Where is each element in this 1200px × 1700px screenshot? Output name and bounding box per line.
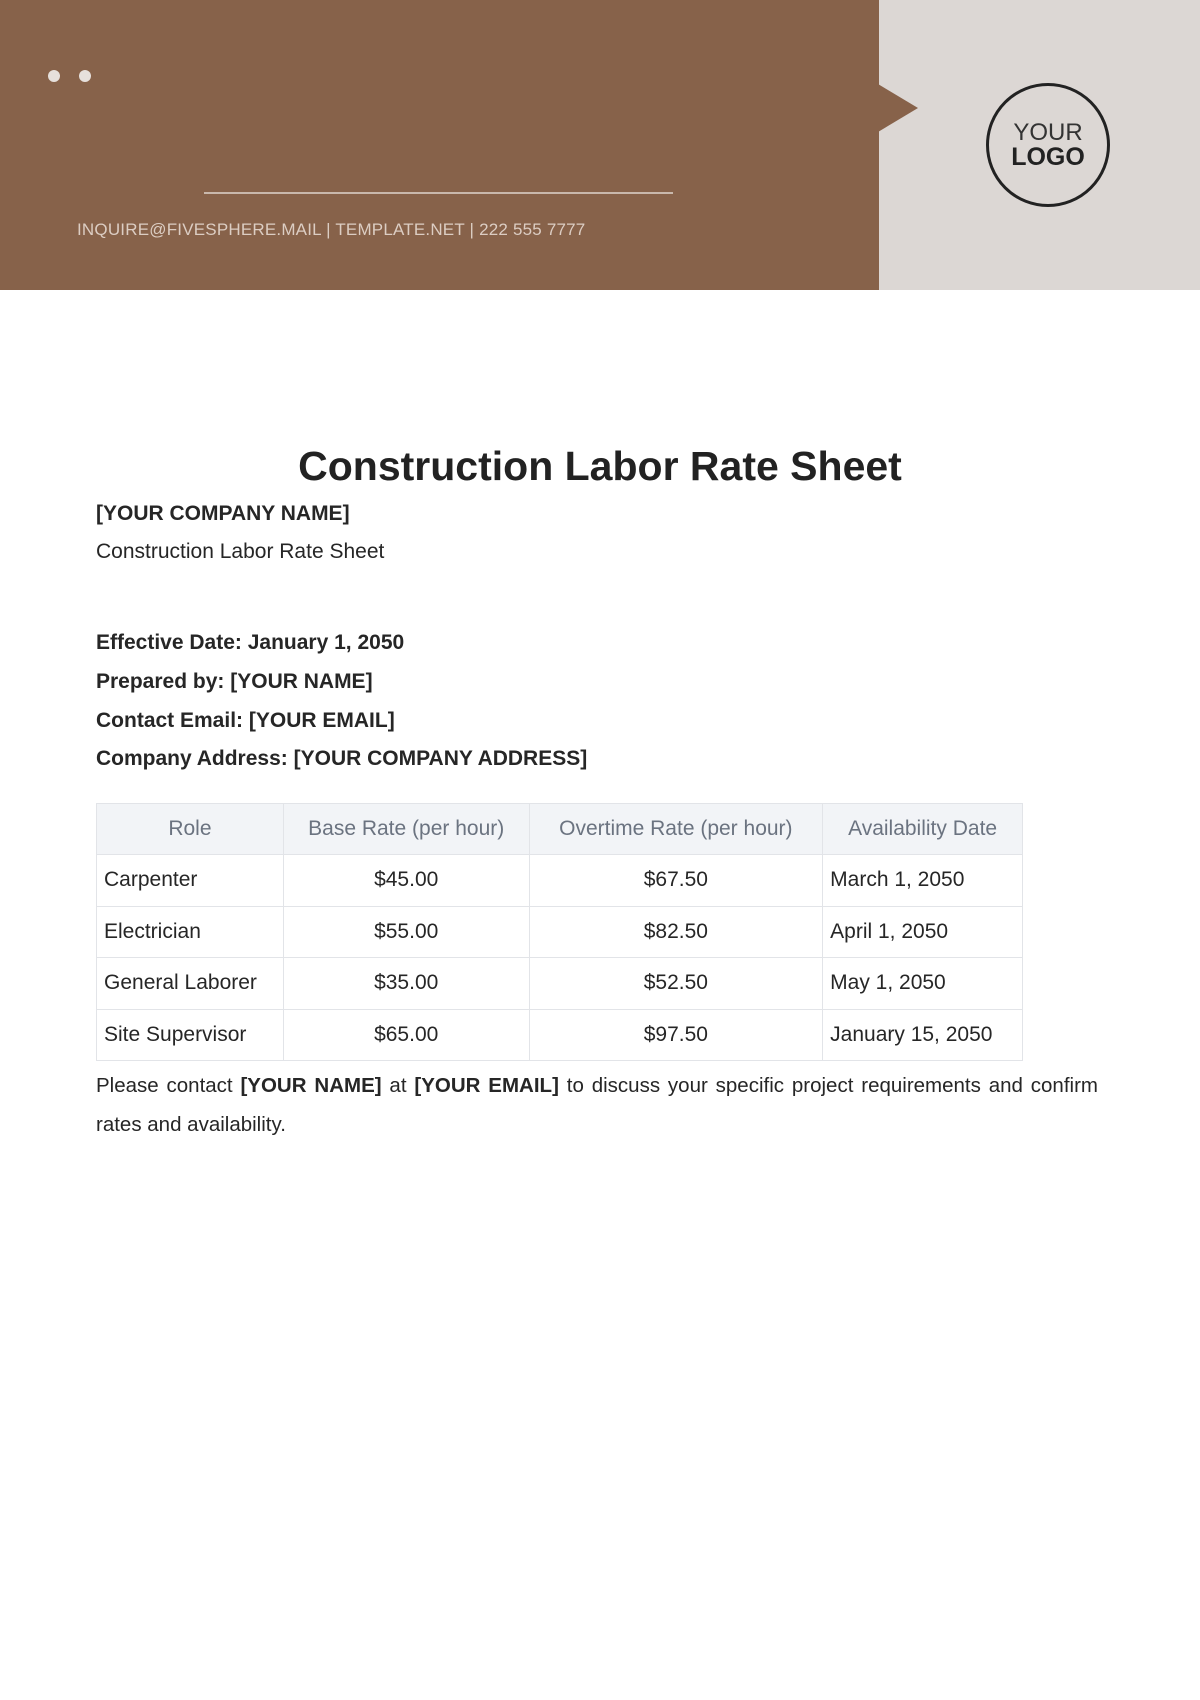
cell-overtime-rate: $67.50 <box>529 855 823 907</box>
logo-text: LOGO <box>1011 143 1085 171</box>
detail-label: Contact Email: <box>96 709 244 732</box>
closing-name: [YOUR NAME] <box>240 1074 382 1097</box>
column-header: Base Rate (per hour) <box>283 804 529 855</box>
header-contact: INQUIRE@FIVESPHERE.MAIL | TEMPLATE.NET | 222 555 7777 <box>77 220 586 239</box>
cell-overtime-rate: $52.50 <box>529 958 823 1010</box>
closing-paragraph <box>96 1066 1098 1144</box>
column-header: Availability Date <box>823 804 1023 855</box>
cell-role: Electrician <box>97 906 284 958</box>
decor-dot <box>79 70 91 82</box>
detail-contact-email <box>96 709 395 733</box>
logo <box>986 83 1110 207</box>
header-banner <box>0 0 1200 290</box>
detail-prepared-by <box>96 670 373 694</box>
table-header-row <box>97 804 1023 855</box>
column-header: Role <box>97 804 284 855</box>
page-title: Construction Labor Rate Sheet <box>298 443 902 489</box>
header-brown-panel <box>0 0 879 290</box>
cell-role: Site Supervisor <box>97 1009 284 1061</box>
decor-dot <box>48 70 60 82</box>
detail-value: January 1, 2050 <box>247 631 405 654</box>
closing-email: [YOUR EMAIL] <box>414 1074 559 1097</box>
cell-base-rate: $45.00 <box>283 855 529 907</box>
labor-rate-table <box>96 803 1023 1061</box>
closing-text: to discuss your specific project requirements and confirm rates and availability. <box>96 1074 1098 1136</box>
table-row <box>97 855 1023 907</box>
cell-base-rate: $65.00 <box>283 1009 529 1061</box>
closing-text: at <box>381 1074 415 1097</box>
detail-label: Company Address: <box>96 747 288 770</box>
cell-availability: April 1, 2050 <box>823 906 1023 958</box>
table-row <box>97 958 1023 1010</box>
detail-value: [YOUR COMPANY ADDRESS] <box>293 747 588 770</box>
detail-value: [YOUR NAME] <box>230 670 373 693</box>
cell-availability: January 15, 2050 <box>823 1009 1023 1061</box>
table-row <box>97 906 1023 958</box>
subtitle: Construction Labor Rate Sheet <box>96 540 385 563</box>
cell-availability: March 1, 2050 <box>823 855 1023 907</box>
company-name: [YOUR COMPANY NAME] <box>96 502 350 525</box>
detail-effective-date <box>96 631 404 655</box>
logo-text: YOUR <box>1013 119 1083 146</box>
cell-base-rate: $35.00 <box>283 958 529 1010</box>
cell-overtime-rate: $82.50 <box>529 906 823 958</box>
detail-value: [YOUR EMAIL] <box>248 709 395 732</box>
cell-role: Carpenter <box>97 855 284 907</box>
closing-text: Please contact <box>96 1074 241 1097</box>
cell-base-rate: $55.00 <box>283 906 529 958</box>
detail-company-address <box>96 747 587 771</box>
detail-label: Prepared by: <box>96 670 225 693</box>
detail-label: Effective Date: <box>96 631 242 654</box>
table-row <box>97 1009 1023 1061</box>
column-header: Overtime Rate (per hour) <box>529 804 823 855</box>
cell-availability: May 1, 2050 <box>823 958 1023 1010</box>
cell-role: General Laborer <box>97 958 284 1010</box>
header-arrow <box>878 84 918 132</box>
cell-overtime-rate: $97.50 <box>529 1009 823 1061</box>
header-rule <box>204 192 673 194</box>
